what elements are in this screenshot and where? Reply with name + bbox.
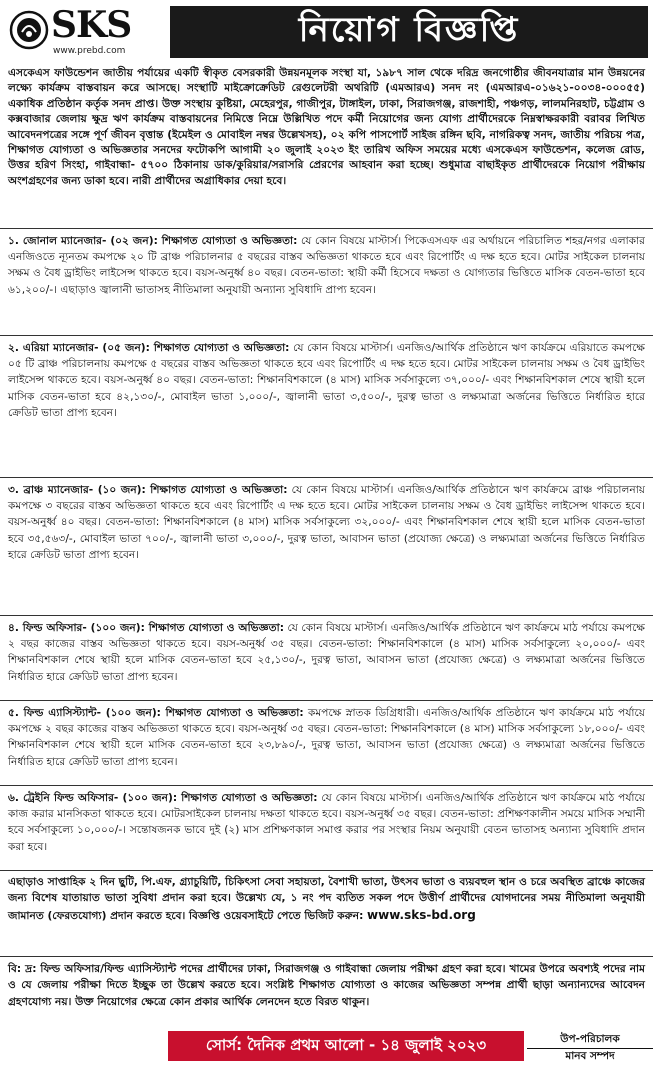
divider [0, 228, 653, 229]
benefits-paragraph [8, 874, 645, 924]
logo-url: www.prebd.com [53, 46, 126, 56]
divider [0, 700, 653, 701]
intro-paragraph: এসকেএস ফাউন্ডেশন জাতীয় পর্যায়ের একটি স্বীকৃত বেসরকারী উন্নয়নমূলক সংস্থা যা, ১৯৮৭ সাল থেকে দরিদ্র জনগোষ্ঠীর জীবনযাত্রার মান উন্নয়নের লক্ষ্যে কার্যক্রম বাস্তবায়ন করে আসছে। সংস্থাটি মাইক্রোক্রেডিট রেগুলেটরী অথরিটি (এমআরএ) সনদ নং (এমআরএ-০১৬২১-০০৩৪-০০০৫৫) একাধিক প্রতিষ্ঠান কর্তৃক সনদ প্রাপ্ত। উক্ত সংস্থায় কুষ্টিয়া, মেহেরপুর, গাজীপুর, টাঙ্গাইল, ঢাকা, সিরাজগঞ্জ, রাজশাহী, পঞ্চগড়, লালমনিরহাট, চট্টগ্রাম ও কক্সবাজার জেলায় ক্ষুদ্র ঋণ কার্যক্রম বাস্তবায়নের নিমিত্তে নিম্নে উল্লিখিত পদে কর্মী নিয়োগের জন্য যোগ্য প্রার্থীদেরকে নিম্নস্বাক্ষরকারী বরাবর লিখিত আবেদনপত্রের সঙ্গে পূর্ণ জীবন বৃত্তান্ত (ইমেইল ও মোবাইল নম্বর উল্লেখসহ), ০২ কপি পাসপোর্ট সাইজ রঙ্গিন ছবি, নাগরিকত্ব সনদ, জাতীয় পরিচয় পত্র, শিক্ষাগত যোগ্যতা ও অভিজ্ঞতার সনদের ফটোকপি আগামী ২০ জুলাই ২০২৩ ইং তারিখ অফিস সময়ের মধ্যে এসকেএস ফাউন্ডেশন, কলেজ রোড, উত্তর হরিণ সিংহা, গাইবান্ধা- ৫৭০০ ঠিকানায় ডাক/কুরিয়ার/সরাসরি প্রেরণের আহবান করা হচ্ছে। শুধুমাত্র বাছাইকৃত প্রার্থীদেরকে নিয়োগ পরীক্ষায় অংশগ্রহণের জন্য ডাকা হবে। নারী প্রার্থীদের অগ্রাধিকার দেয়া হবে। [8, 67, 645, 187]
job-body: যে কোন বিষয়ে মাস্টার্স। এনজিও/আর্থিক প্রতিষ্ঠানে ঋণ কার্যক্রমে এরিয়াতে কমপক্ষে ০৫ টি ব্রাঞ্চ পরিচালনায় কমপক্ষে ৫ বছরের বাস্তব অভিজ্ঞতা থাকতে হবে এবং রিপোর্টিং এ দক্ষ হতে হবে। মোটর সাইকেল চালনায় সক্ষম ও বৈধ ড্রাইভিং লাইসেন্স থাকতে হবে। বয়স-অনুর্ধ্ব ৪০ বছর। বেতন-ভাতা: শিক্ষানবিশকালে (৪ মাস) মাসিক সর্বসাকুল্যে ৩৭,০০০/- এবং শিক্ষানবিশকাল শেষে স্থায়ী হলে মাসিক বেতন-ভাতা হবে ৪২,১৩০/-, মোবাইল ভাতা ১,০০০/-, জ্বালানী ভাতা ৩,৫০০/-, দুরত্ব ভাতা ও লক্ষ্যমাত্রা অর্জনের ভিত্তিতে নির্ধারিত হারে ক্রেডিট ভাতা প্রাপ্য হবেন। [8, 342, 645, 419]
job-lead: ৬. ট্রেইনি ফিল্ড অফিসার- (১০০ জন): শিক্ষাগত যোগ্যতা ও অভিজ্ঞতা: [8, 792, 318, 804]
job-body: কমপক্ষে স্নাতক ডিগ্রিধারী। এনজিও/আর্থিক প্রতিষ্ঠানে ঋণ কার্যক্রমে মাঠ পর্যায়ে কমপক্ষে ২ বছর কাজের বাস্তব অভিজ্ঞতা থাকতে হবে। বয়স-অনুর্ধ্ব ৩৫ বছর। বেতন-ভাতা: শিক্ষানবিশকালে (৪ মাস) মাসিক সর্বসাকুল্যে ১৮,০০০/- এবং শিক্ষানবিশকাল শেষে স্থায়ী হলে মাসিক বেতন-ভাতা হবে ২৩,৮৯০/-, দুরত্ব ভাতা, আবাসন ভাতা (প্রযোজ্য ক্ষেত্রে) ও লক্ষ্যমাত্রা অর্জনের ভিত্তিতে নির্ধারিত হারে ক্রেডিট ভাতা প্রাপ্য হবেন। [8, 707, 646, 768]
job-item-branch-manager [8, 482, 645, 563]
job-body: যে কোন বিষয়ে মাস্টার্স। এনজিও/আর্থিক প্রতিষ্ঠানে ঋণ কার্যক্রমে মাঠ পর্যায়ে কমপক্ষে ২ বছর কাজের বাস্তব অভিজ্ঞতা থাকতে হবে। বয়স-অনুর্ধ্ব ৩৫ বছর। বেতন-ভাতা: শিক্ষানবিশকালে (৪ মাস) মাসিক সর্বসাকুল্যে ২০,০০০/- এবং শিক্ষানবিশকাল শেষে স্থায়ী হলে মাসিক বেতন-ভাতা হবে ২৫,১৩০/-, দুরত্ব ভাতা, আবাসন ভাতা (প্রযোজ্য ক্ষেত্রে) ও লক্ষ্যমাত্রা অর্জনের ভিত্তিতে নির্ধারিত হারে ক্রেডিট ভাতা প্রাপ্য হবেন। [8, 622, 646, 683]
job-lead: ২. এরিয়া ম্যানেজার- (০৫ জন): শিক্ষাগত যোগ্যতা ও অভিজ্ঞতা: [8, 342, 290, 354]
job-item-field-officer [8, 620, 645, 685]
job-item-trainee-field-officer [8, 790, 645, 855]
header [5, 4, 648, 60]
job-item-area-manager [8, 340, 645, 421]
job-item-field-assistant [8, 705, 645, 770]
logo-text: SKS [51, 4, 132, 46]
sks-logo [5, 4, 165, 60]
signatory-title: উপ-পরিচালক [527, 1032, 653, 1049]
sks-emblem-icon [9, 10, 49, 50]
divider [0, 335, 653, 336]
job-item-zonal-manager [8, 233, 645, 298]
divider [0, 477, 653, 478]
job-lead: ৩. ব্রাঞ্চ ম্যানেজার- (১০ জন): শিক্ষাগত যোগ্যতা ও অভিজ্ঞতা: [8, 484, 288, 496]
job-body: যে কোন বিষয়ে মাস্টার্স। এনজিও/আর্থিক প্রতিষ্ঠানে ঋণ কার্যক্রমে মাঠ পর্যায়ে কাজ করার মানসিকতা থাকতে হবে। মোটরসাইকেল চালনায় দক্ষতা থাকতে হবে। বয়স-অনুর্ধ্ব ৩৫ বছর। বেতন-ভাতা: প্রশিক্ষণকালীন সময়ে মাসিক সম্মানী হবে সর্বসাকুল্যে ১০,০০০/-। সন্তোষজনক ভাবে দুই (২) মাস প্রশিক্ষণকাল সমাপ্ত করার পর সংস্থার নিয়ম অনুযায়ী বেতন ভাতাসহ অন্যান্য সুবিধাদি প্রদান করা হবে। [8, 792, 645, 853]
note-paragraph: বি: দ্র: ফিল্ড অফিসার/ফিল্ড এ্যাসিস্ট্যান্ট পদের প্রার্থীদের ঢাকা, সিরাজগঞ্জ ও গাইবান্ধা জেলায় পরীক্ষা গ্রহণ করা হবে। খামের উপরে অবশ্যই পদের নাম ও যে জেলায় পরীক্ষা দিতে ইচ্ছুক তা উল্লেখ করতে হবে। সংশ্লিষ্ট শিক্ষাগত যোগ্যতা ও কাজের অভিজ্ঞতা সম্পন্ন প্রার্থী ছাড়া অন্যান্যদের আবেদন গ্রহণযোগ্য নয়। উক্ত নিয়োগের ক্ষেত্রে কোন প্রকার আর্থিক লেনদেন হতে বিরত থাকুন। [8, 963, 645, 1008]
job-lead: ৪. ফিল্ড অফিসার- (১০০ জন): শিক্ষাগত যোগ্যতা ও অভিজ্ঞতা: [8, 622, 284, 634]
divider [0, 615, 653, 616]
signatory [527, 1032, 653, 1064]
benefits-text: এছাড়াও সাপ্তাহিক ২ দিন ছুটি, পি.এফ, গ্র্যাচুয়িটি, চিকিৎসা সেবা সহায়তা, বৈশাখী ভাতা, উৎসব ভাতা ও ব্যয়বহুল স্থান ও চরে অবস্থিত ব্রাঞ্চে কাজের জন্য বিশেষ যাতায়াত ভাতা সুবিধা প্রদান করা হবে। উল্লেখ্য যে, ১ নং পদ ব্যতিত সকল পদে উত্তীর্ণ প্রার্থীদের যোগদানের সময় নীতিমালা অনুযায়ী জামানত (ফেরতযোগ্য) প্রদান করতে হবে। বিজ্ঞপ্তি ওয়েবসাইটে পেতে ভিজিট করুন: [8, 876, 645, 922]
divider [0, 956, 653, 957]
divider [0, 870, 653, 871]
divider [0, 785, 653, 786]
source-label: সোর্স: দৈনিক প্রথম আলো - ১৪ জুলাই ২০২৩ [168, 1031, 524, 1061]
job-body: যে কোন বিষয়ে মাস্টার্স। এনজিও/আর্থিক প্রতিষ্ঠানে ঋণ কার্যক্রমে ব্রাঞ্চ পরিচালনায় কমপক্ষে ৩ বছরের বাস্তব অভিজ্ঞতা থাকতে হবে এবং রিপোর্টিং এ দক্ষ হতে হবে। মোটর সাইকেল চালনায় সক্ষম ও বৈধ ড্রাইভিং লাইসেন্স থাকতে হবে। বয়স-অনুর্ধ্ব ৪০ বছর। বেতন-ভাতা: শিক্ষানবিশকালে (৪ মাস) মাসিক সর্বসাকুল্যে ৩২,০০০/- এবং শিক্ষানবিশকাল শেষে স্থায়ী হলে মাসিক বেতন-ভাতা হবে ৩৫,৫৬৩/-, মোবাইল ভাতা ৭০০/-, জ্বালানী ভাতা ৩,০০০/-, দুরত্ব ভাতা, আবাসন ভাতা (প্রযোজ্য ক্ষেত্রে) ও লক্ষ্যমাত্রা অর্জনের ভিত্তিতে নির্ধারিত হারে ক্রেডিট ভাতা প্রাপ্য হবেন। [8, 484, 646, 561]
notice-title: নিয়োগ বিজ্ঞপ্তি [170, 6, 648, 58]
job-lead: ৫. ফিল্ড এ্যাসিস্ট্যান্ট- (১০০ জন): শিক্ষাগত যোগ্যতা ও অভিজ্ঞতা: [8, 707, 304, 719]
website-link[interactable]: www.sks-bd.org [367, 907, 476, 922]
job-body: যে কোন বিষয়ে মাস্টার্স। পিকেএসএফ এর অর্থায়নে পরিচালিত শহর/নগর এলাকার এনজিওতে ন্যূনতম কমপক্ষে ২০ টি ব্রাঞ্চ পরিচালনার ৫ বছরের বাস্তব অভিজ্ঞতা থাকতে হবে এবং রিপোর্টিং এ দক্ষ হতে হবে। মোটর সাইকেল চালনায় সক্ষম ও বৈধ ড্রাইভিং লাইসেন্স থাকতে হবে। বয়স-অনুর্ধ্ব ৪০ বছর। বেতন-ভাতা: স্থায়ী কর্মী হিসেবে দক্ষতা ও যোগ্যতার ভিত্তিতে মাসিক বেতন-ভাতা হবে ৬১,২০০/-। এছাড়াও জ্বালানী ভাতাসহ নীতিমালা অনুযায়ী অন্যান্য সুবিধাদি প্রাপ্য হবেন। [8, 235, 645, 296]
job-lead: ১. জোনাল ম্যানেজার- (০২ জন): শিক্ষাগত যোগ্যতা ও অভিজ্ঞতা: [8, 235, 298, 247]
signatory-dept: মানব সম্পদ [565, 1050, 615, 1062]
